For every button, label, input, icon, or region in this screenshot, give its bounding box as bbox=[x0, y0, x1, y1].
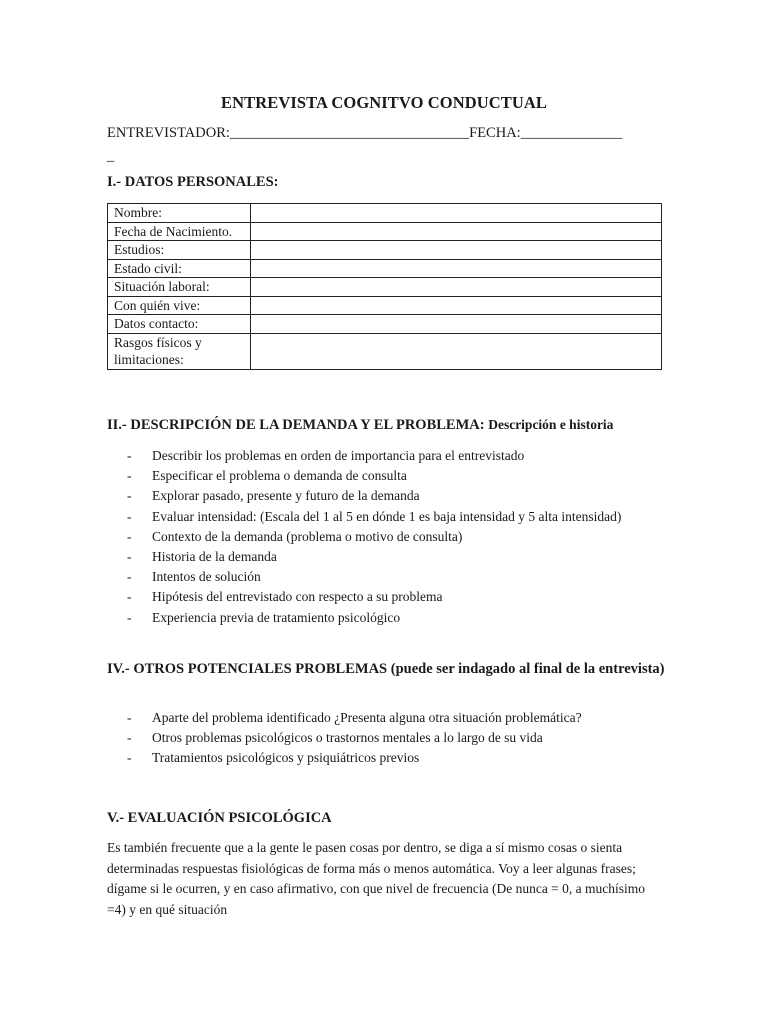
list-item bbox=[127, 708, 647, 728]
section-demand-title: II.- DESCRIPCIÓN DE LA DEMANDA Y EL PROBLEMA: bbox=[107, 417, 485, 433]
table-row bbox=[108, 315, 662, 334]
list-item-text: Hipótesis del entrevistado con respecto a su problema bbox=[152, 589, 443, 605]
interviewer-date-line: ENTREVISTADOR:_________________________________FECHA:______________ bbox=[107, 125, 623, 141]
section-personal-data-heading: I.- DATOS PERSONALES: bbox=[107, 174, 279, 190]
field-label: Rasgos físicos y limitaciones: bbox=[108, 333, 251, 369]
list-item-text: Contexto de la demanda (problema o motivo de consulta) bbox=[152, 528, 463, 544]
dash-bullet: - bbox=[127, 609, 132, 625]
dash-bullet: - bbox=[127, 508, 132, 524]
table-row bbox=[108, 222, 662, 241]
list-item-text: Historia de la demanda bbox=[152, 549, 277, 565]
section-demand-heading bbox=[107, 417, 613, 434]
field-label: Fecha de Nacimiento. bbox=[108, 222, 251, 241]
field-value-cell[interactable] bbox=[251, 315, 662, 334]
field-label: Datos contacto: bbox=[108, 315, 251, 334]
dash-bullet: - bbox=[127, 589, 132, 605]
demand-list bbox=[127, 446, 647, 628]
other-problems-list bbox=[127, 708, 647, 769]
dash-bullet: - bbox=[127, 549, 132, 565]
table-row bbox=[108, 241, 662, 260]
section-other-problems-heading: IV.- OTROS POTENCIALES PROBLEMAS (puede ser indagado al final de la entrevista) bbox=[107, 661, 665, 677]
list-item-text: Describir los problemas en orden de importancia para el entrevistado bbox=[152, 448, 525, 463]
list-item bbox=[127, 466, 647, 486]
evaluation-paragraph: Es también frecuente que a la gente le pasen cosas por dentro, se diga a sí mismo cosas o sienta determinadas respuestas fisiológicas de forma más o menos automática. Voy a leer algunas frases; dígame si le ocurren, y en caso afirmativo, con que nivel de frecuencia (De nunca = 0, a muchísimo =4) y en qué situación bbox=[107, 840, 646, 917]
list-item bbox=[127, 567, 647, 587]
list-item-text: Otros problemas psicológicos o trastornos mentales a lo largo de su vida bbox=[152, 730, 543, 746]
table-row bbox=[108, 204, 662, 223]
field-label: Nombre: bbox=[108, 204, 251, 223]
field-label: Estado civil: bbox=[108, 259, 251, 278]
table-row bbox=[108, 333, 662, 369]
section-demand-subtitle: Descripción e historia bbox=[488, 417, 614, 432]
dash-bullet: - bbox=[127, 569, 132, 585]
list-item-text: Aparte del problema identificado ¿Presenta alguna otra situación problemática? bbox=[152, 710, 582, 725]
interviewer-line-continuation: _ bbox=[107, 148, 115, 164]
list-item bbox=[127, 547, 647, 567]
field-value-cell[interactable] bbox=[251, 222, 662, 241]
dash-bullet: - bbox=[127, 750, 132, 766]
list-item-text: Experiencia previa de tratamiento psicológico bbox=[152, 609, 401, 625]
table-row bbox=[108, 296, 662, 315]
dash-bullet: - bbox=[127, 730, 132, 746]
dash-bullet: - bbox=[127, 468, 132, 484]
dash-bullet: - bbox=[127, 488, 132, 504]
field-value-cell[interactable] bbox=[251, 241, 662, 260]
list-item-text: Especificar el problema o demanda de consulta bbox=[152, 468, 407, 484]
list-item-text: Intentos de solución bbox=[152, 569, 261, 585]
list-item bbox=[127, 608, 647, 628]
dash-bullet: - bbox=[127, 448, 132, 463]
list-item bbox=[127, 486, 647, 506]
field-value-cell[interactable] bbox=[251, 259, 662, 278]
field-value-cell[interactable] bbox=[251, 278, 662, 297]
field-label: Con quién vive: bbox=[108, 296, 251, 315]
section-evaluation-heading: V.- EVALUACIÓN PSICOLÓGICA bbox=[107, 810, 332, 826]
list-item-text: Evaluar intensidad: (Escala del 1 al 5 en dónde 1 es baja intensidad y 5 alta intensidad) bbox=[152, 508, 622, 524]
dash-bullet: - bbox=[127, 528, 132, 544]
field-value-cell[interactable] bbox=[251, 204, 662, 223]
document-title: ENTREVISTA COGNITVO CONDUCTUAL bbox=[221, 93, 547, 112]
list-item bbox=[127, 527, 647, 547]
personal-data-table bbox=[107, 203, 662, 370]
table-row bbox=[108, 259, 662, 278]
list-item bbox=[127, 507, 647, 527]
list-item bbox=[127, 587, 647, 607]
field-value-cell[interactable] bbox=[251, 333, 662, 369]
list-item bbox=[127, 728, 647, 748]
dash-bullet: - bbox=[127, 710, 132, 725]
list-item-text: Explorar pasado, presente y futuro de la demanda bbox=[152, 488, 420, 504]
list-item-text: Tratamientos psicológicos y psiquiátricos previos bbox=[152, 750, 420, 766]
field-label: Estudios: bbox=[108, 241, 251, 260]
field-label: Situación laboral: bbox=[108, 278, 251, 297]
field-value-cell[interactable] bbox=[251, 296, 662, 315]
table-row bbox=[108, 278, 662, 297]
list-item bbox=[127, 748, 647, 768]
list-item bbox=[127, 446, 647, 466]
